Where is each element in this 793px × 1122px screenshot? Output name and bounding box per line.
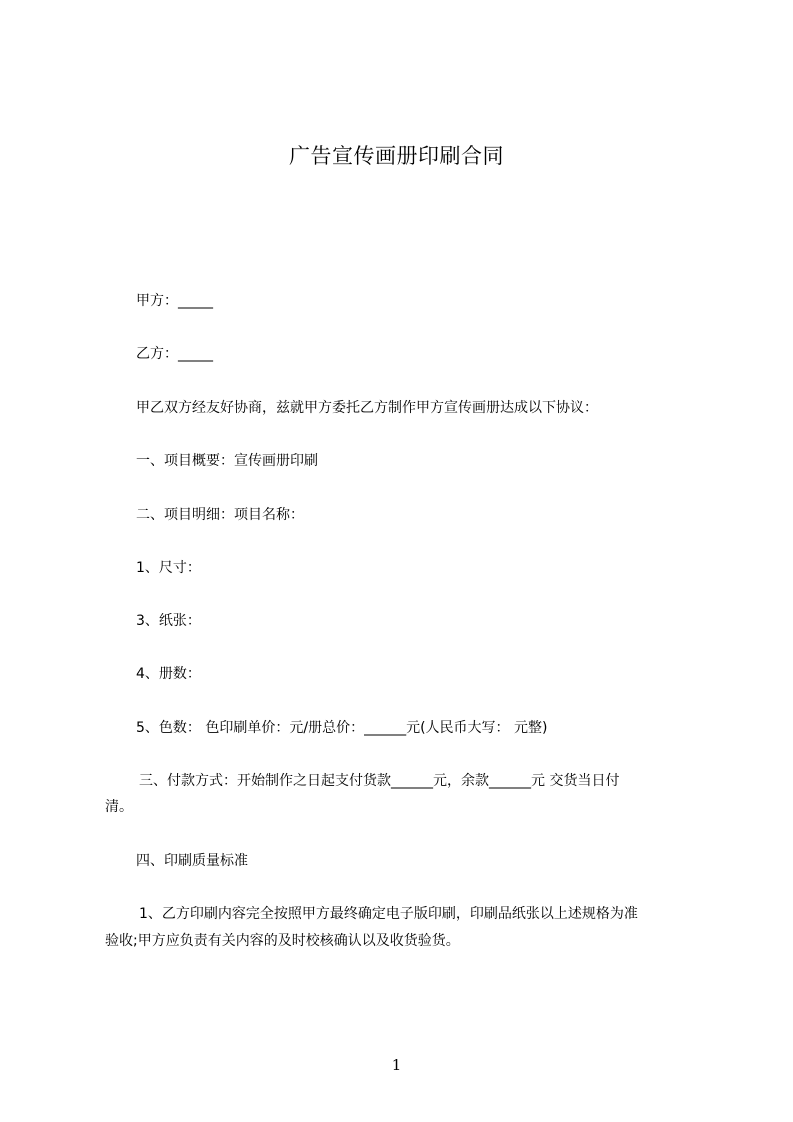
item-colors-price-line: 5、色数： 色印刷单价：元/册总价：______元(人民币大写： 元整) xyxy=(136,720,548,736)
party-b-line: 乙方：_____ xyxy=(136,346,213,362)
section-2-heading: 二、项目明细：项目名称： xyxy=(136,507,304,523)
clause-1-line-1: 1、乙方印刷内容完全按照甲方最终确定电子版印刷，印刷品纸张以上述规格为准 xyxy=(139,906,638,922)
clause-1-line-2: 验收;甲方应负责有关内容的及时校核确认以及收货验货。 xyxy=(105,933,460,949)
page-number: 1 xyxy=(391,1056,402,1074)
party-a-line: 甲方：_____ xyxy=(136,293,213,309)
section-4-heading: 四、印刷质量标准 xyxy=(136,853,248,869)
item-volumes-line: 4、册数： xyxy=(136,666,201,682)
intro-line: 甲乙双方经友好协商，兹就甲方委托乙方制作甲方宣传画册达成以下协议： xyxy=(136,400,598,416)
item-size-line: 1、尺寸： xyxy=(136,560,201,576)
document-title: 广告宣传画册印刷合同 xyxy=(289,144,504,168)
section-3-line-2: 清。 xyxy=(105,799,133,815)
item-paper-line: 3、纸张： xyxy=(136,613,201,629)
section-3-line-1: 三、付款方式：开始制作之日起支付货款______元，余款______元 交货当日付 xyxy=(139,773,620,789)
section-1-heading: 一、项目概要：宣传画册印刷 xyxy=(136,453,318,469)
